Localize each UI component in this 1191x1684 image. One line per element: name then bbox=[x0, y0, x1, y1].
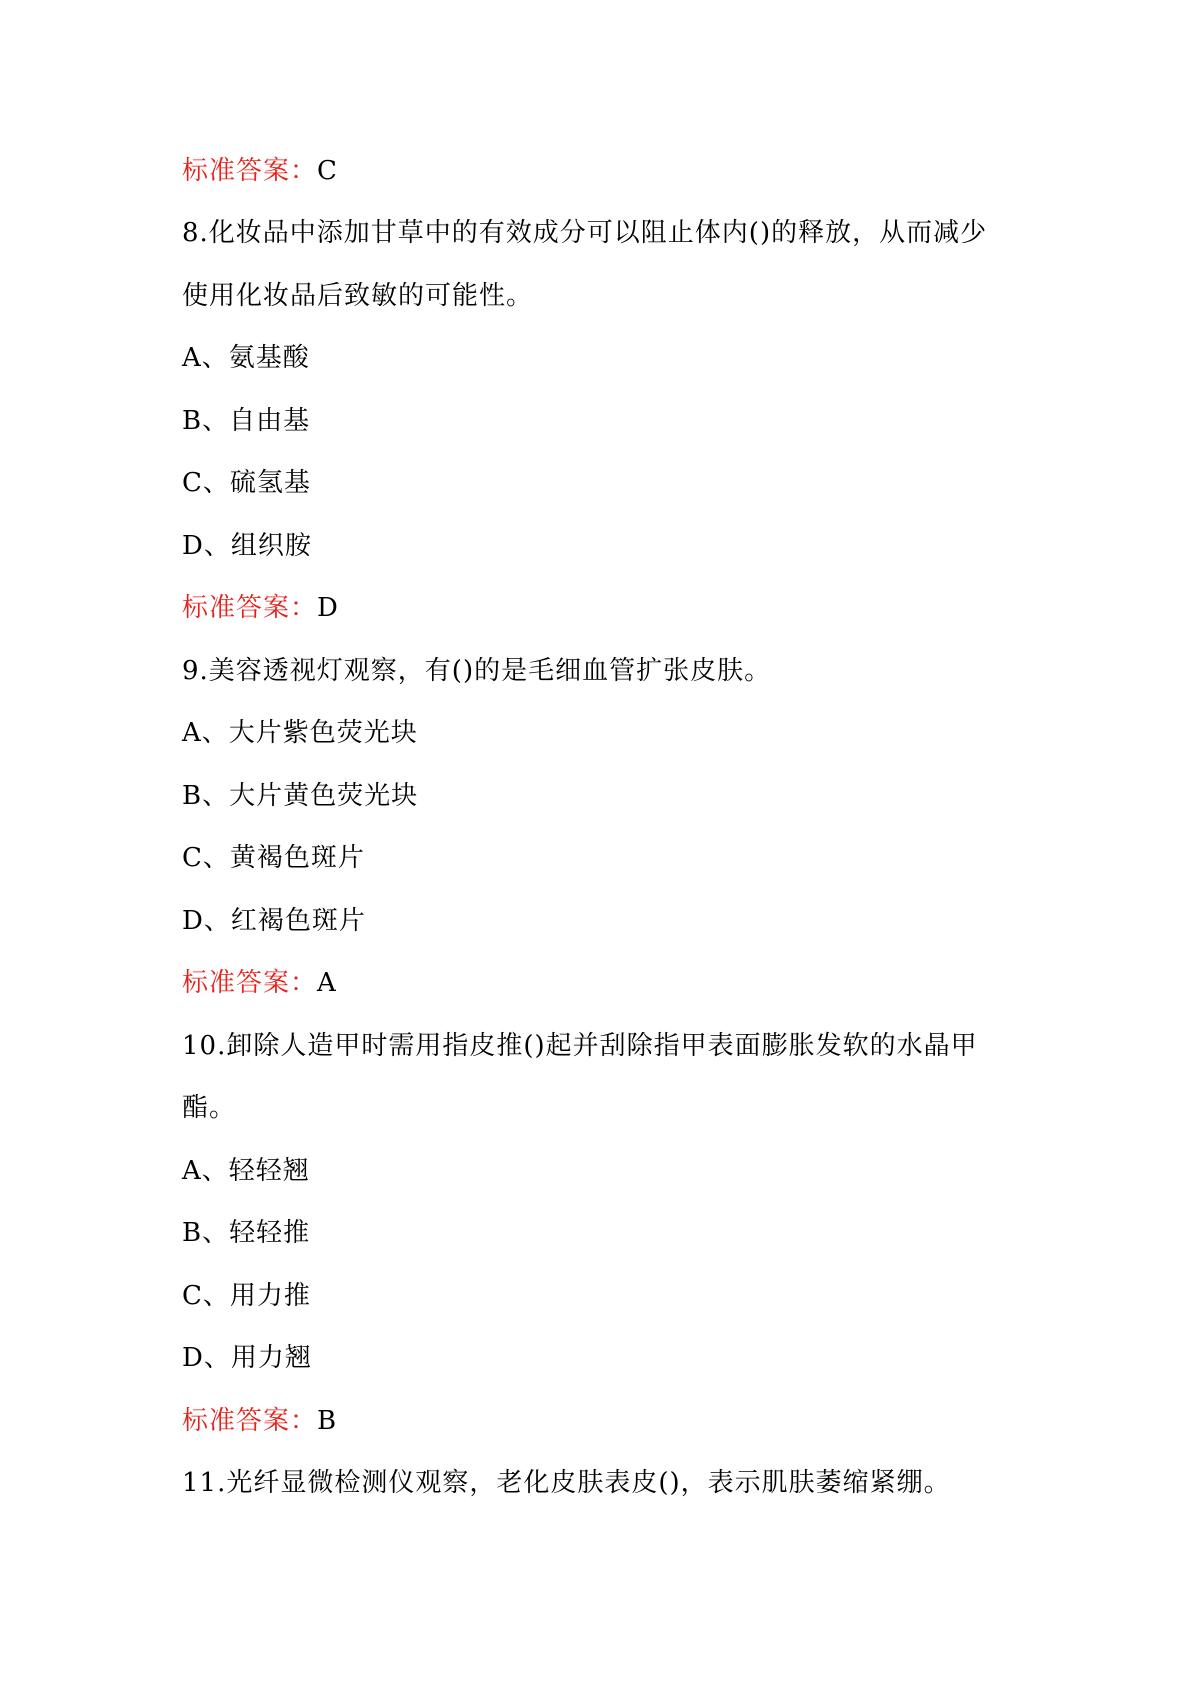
answer-label: 标准答案： bbox=[182, 968, 318, 998]
question-10-option-c: C、用力推 bbox=[182, 1281, 311, 1311]
answer-value: A bbox=[317, 968, 337, 998]
answer-label: 标准答案： bbox=[182, 593, 318, 623]
question-9-option-b: B、大片黄色荧光块 bbox=[182, 781, 419, 811]
answer-label: 标准答案： bbox=[182, 156, 318, 186]
question-8-line-2: 使用化妆品后致敏的可能性。 bbox=[182, 281, 534, 311]
answer-line-q7 bbox=[182, 154, 1042, 188]
question-11-line-1: 11.光纤显微检测仪观察，老化皮肤表皮()，表示肌肤萎缩紧绷。 bbox=[182, 1468, 951, 1498]
question-9-option-a: A、大片紫色荧光块 bbox=[182, 718, 418, 748]
question-8-option-b: B、自由基 bbox=[182, 406, 311, 436]
question-9-option-c: C、黄褐色斑片 bbox=[182, 843, 365, 873]
answer-value: D bbox=[317, 593, 339, 623]
question-10-line-2: 酯。 bbox=[182, 1093, 237, 1123]
question-8-option-a: A、氨基酸 bbox=[182, 343, 310, 373]
answer-line-q8 bbox=[182, 591, 1042, 625]
question-8-option-d: D、组织胺 bbox=[182, 531, 312, 561]
answer-line-q9 bbox=[182, 966, 1042, 1000]
question-10-option-d: D、用力翘 bbox=[182, 1343, 312, 1373]
answer-line-q10 bbox=[182, 1404, 1042, 1438]
question-8-line-1: 8.化妆品中添加甘草中的有效成分可以阻止体内()的释放，从而减少 bbox=[182, 218, 988, 248]
answer-label: 标准答案： bbox=[182, 1406, 318, 1436]
answer-value: B bbox=[317, 1406, 338, 1436]
answer-value: C bbox=[317, 156, 338, 186]
question-10-option-b: B、轻轻推 bbox=[182, 1218, 311, 1248]
question-9-line-1: 9.美容透视灯观察，有()的是毛细血管扩张皮肤。 bbox=[182, 656, 772, 686]
question-8-option-c: C、硫氢基 bbox=[182, 468, 311, 498]
question-10-option-a: A、轻轻翘 bbox=[182, 1156, 310, 1186]
question-10-line-1: 10.卸除人造甲时需用指皮推()起并刮除指甲表面膨胀发软的水晶甲 bbox=[182, 1031, 978, 1061]
question-9-option-d: D、红褐色斑片 bbox=[182, 906, 366, 936]
